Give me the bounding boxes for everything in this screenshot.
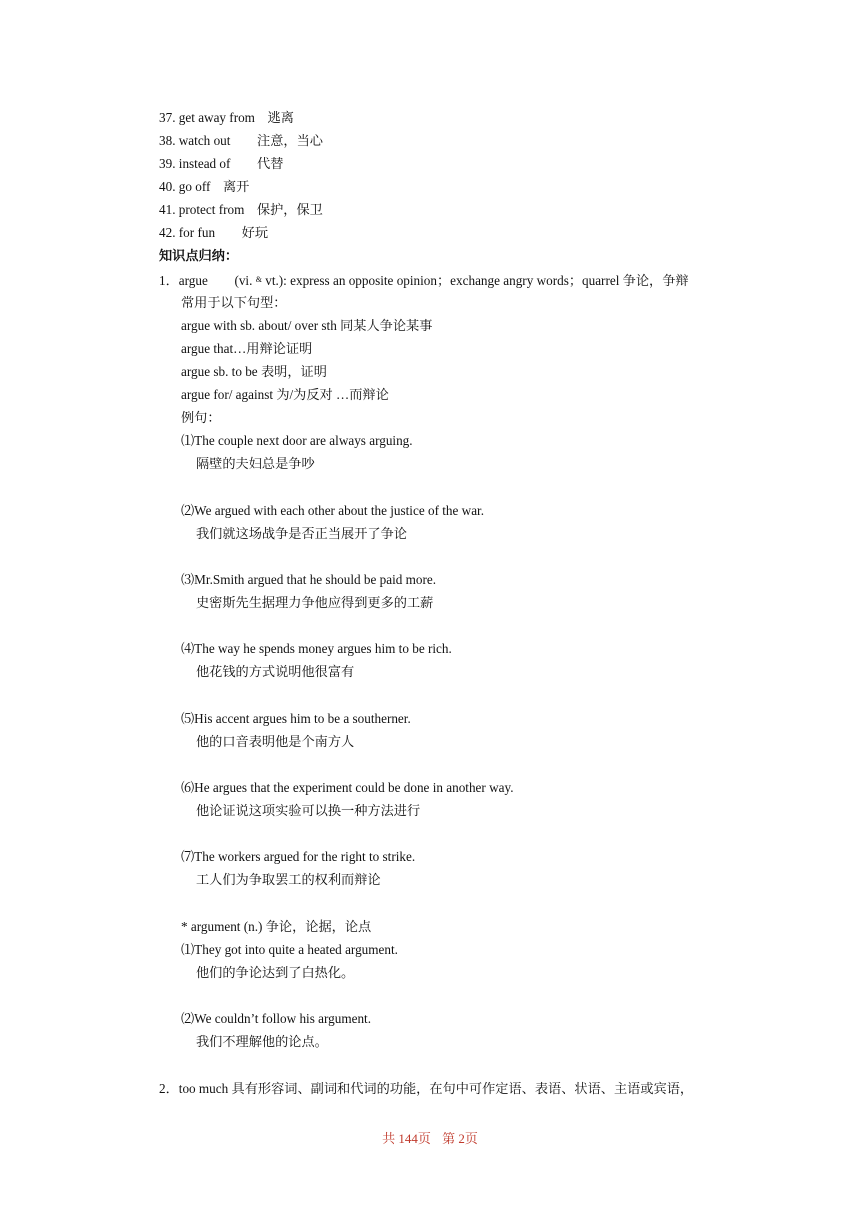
section-title: 知识点归纳： — [159, 248, 239, 263]
example-zh: 史密斯先生据理力争他应得到更多的工薪 — [196, 595, 434, 610]
example-zh: 他花钱的方式说明他很富有 — [196, 664, 355, 679]
example-zh: 他论证说这项实验可以换一种方法进行 — [196, 803, 421, 818]
pattern-line: argue for/ against 为/为反对 …而辩论 — [181, 387, 389, 402]
example-en: ⑵We couldn’t follow his argument. — [181, 1011, 372, 1026]
phrase-en: 42. for fun — [159, 225, 216, 240]
example-en: ⑺The workers argued for the right to strike. — [181, 849, 416, 864]
phrase-42 — [159, 225, 268, 241]
phrase-zh: 好玩 — [241, 225, 269, 240]
example-en: ⑹He argues that the experiment could be done in another way. — [181, 780, 514, 795]
phrase-38 — [159, 133, 323, 149]
item2-text: 2．too much 具有形容词、副词和代词的功能，在句中可作定语、表语、状语、主语或宾语， — [159, 1081, 694, 1096]
pattern-line: argue sb. to be 表明，证明 — [181, 364, 327, 379]
phrase-en: 39. instead of — [159, 156, 231, 171]
example-zh: 隔壁的夫妇总是争吵 — [196, 456, 315, 471]
phrase-37 — [159, 110, 294, 126]
example-zh: 我们就这场战争是否正当展开了争论 — [196, 526, 407, 541]
example-en: ⑸His accent argues him to be a southerner. — [181, 711, 411, 726]
phrase-en: 40. go off — [159, 179, 211, 194]
item1-pos-a: (vi. — [234, 273, 253, 288]
phrase-zh: 逃离 — [267, 110, 294, 125]
example-en: ⑶Mr.Smith argued that he should be paid more. — [181, 572, 437, 587]
phrase-40 — [159, 179, 249, 195]
phrase-en: 41. protect from — [159, 202, 245, 217]
page-total: 共 144页 — [382, 1131, 431, 1146]
pattern-line: argue with sb. about/ over sth 同某人争论某事 — [181, 318, 433, 333]
example-en: ⑴They got into quite a heated argument. — [181, 942, 398, 957]
example-en: ⑴The couple next door are always arguing. — [181, 433, 413, 448]
item1-heading — [159, 272, 689, 289]
phrase-zh: 离开 — [223, 179, 250, 194]
phrase-39 — [159, 156, 283, 172]
phrase-en: 37. get away from — [159, 110, 255, 125]
noun-heading: * argument (n.) 争论，论据，论点 — [181, 919, 372, 934]
phrase-zh: 保护，保卫 — [256, 202, 323, 217]
example-zh: 他的口音表明他是个南方人 — [196, 734, 355, 749]
item1-pos-b: vt.): express an opposite opinion；exchange angry words；quarrel 争论，争辩 — [265, 273, 689, 288]
page-footer — [0, 1128, 860, 1147]
ampersand: & — [255, 275, 262, 284]
phrase-41 — [159, 202, 323, 218]
phrase-zh: 注意，当心 — [257, 133, 323, 148]
phrase-en: 38. watch out — [159, 133, 231, 148]
patterns-label: 常用于以下句型： — [181, 295, 287, 310]
pattern-line: argue that…用辩论证明 — [181, 341, 313, 356]
example-en: ⑵We argued with each other about the justice of the war. — [181, 503, 485, 518]
page-current: 第 2页 — [442, 1131, 478, 1146]
examples-label: 例句： — [181, 410, 221, 425]
example-zh: 他们的争论达到了白热化。 — [196, 965, 355, 980]
example-zh: 工人们为争取罢工的权利而辩论 — [196, 872, 381, 887]
example-en: ⑷The way he spends money argues him to be rich. — [181, 641, 452, 656]
example-zh: 我们不理解他的论点。 — [196, 1034, 328, 1049]
phrase-zh: 代替 — [257, 156, 284, 171]
item1-head: 1．argue — [159, 273, 208, 288]
